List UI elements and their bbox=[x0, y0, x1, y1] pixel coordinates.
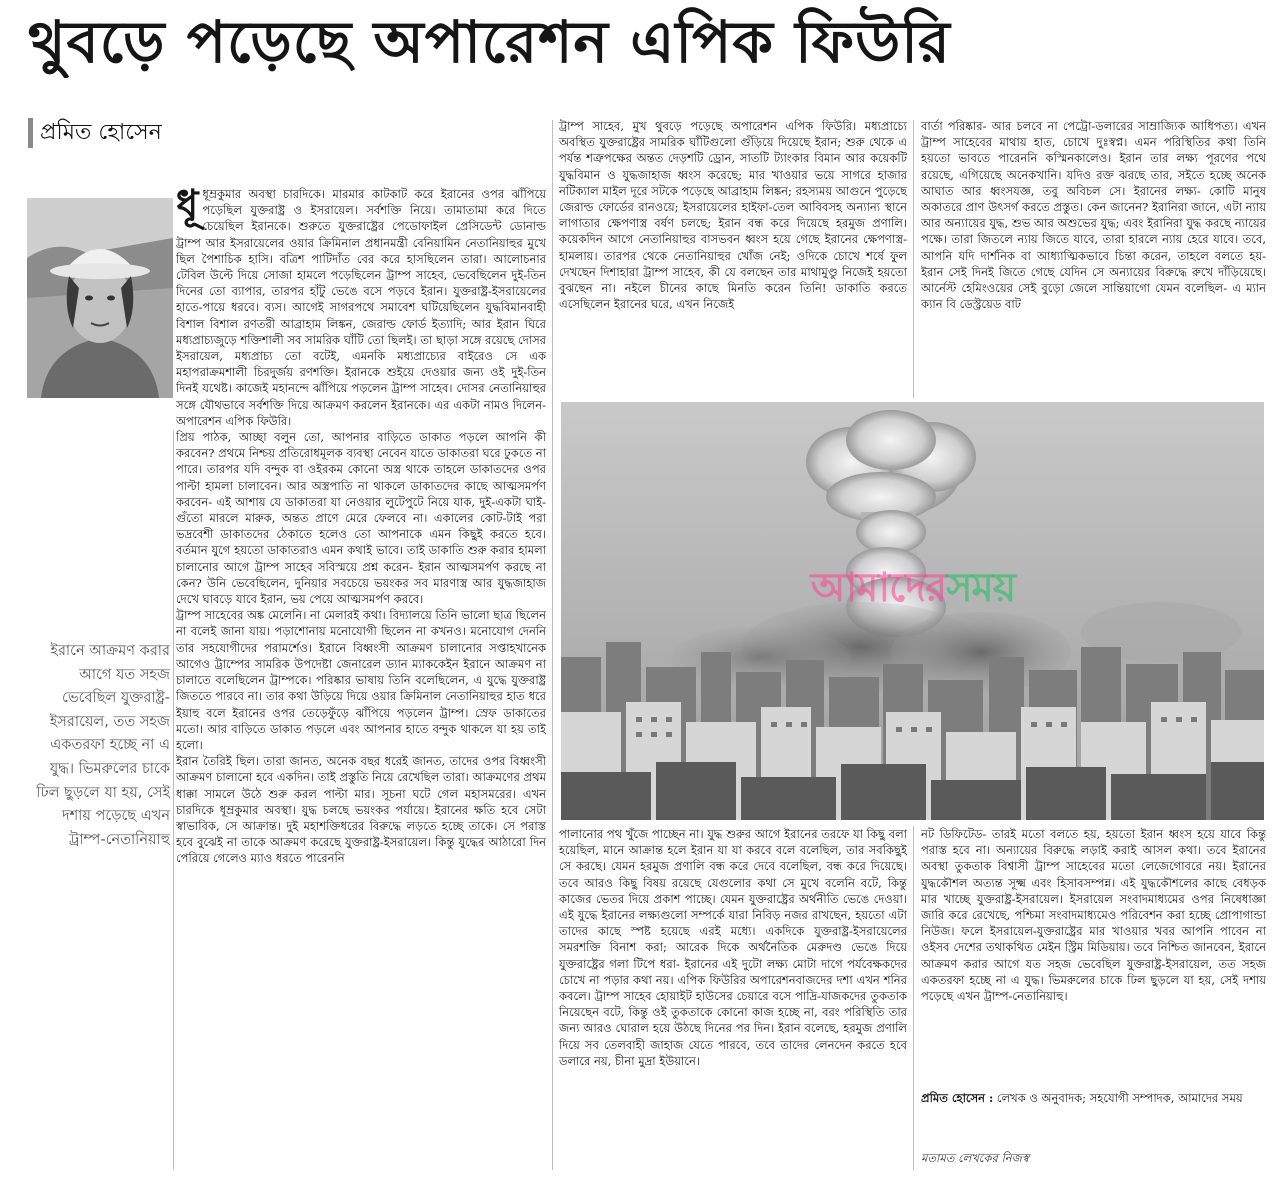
column-3-top: বার্তা পরিষ্কার- আর চলবে না পেট্রো-ডলারের সাম্রাজ্যিক আধিপত্য। এখন ট্রাম্প সাহেবের মাথায় হাত, চোখে দুঃস্বপ্ন। এমন পরিস্থিতির কথা তিনি হয়তো ভাবতে পারেননি কস্মিনকালেও। ইরান তার লক্ষ্য পূরণের পথে রয়েছে, এগিয়েছে অনেকখানি। যদিও রক্ত ঝরছে তার, সইতে হচ্ছে অনেক আঘাত আর ধ্বংসযজ্ঞ, তবু অবিচল সে। ইরানের লক্ষ্য- কোটি মানুষ অকাতরে প্রাণ উৎসর্গ করতে প্রস্তুত। কেন জানেন? ইরানিরা জানে, এটা ন্যায় আর অন্যায়ের যুদ্ধ, শুভ আর অশুভের যুদ্ধ; এবং ইরানিরা যুদ্ধ করছে ন্যায়ের পক্ষে। তারা জিতলে ন্যায় জিতে যাবে, তারা হারলে ন্যায় হেরে যাবে। তবে, আপনি যদি দার্শনিক বা আধ্যাত্মিকভাবে চিন্তা করেন, তাহলে বলতে হয়- ইরান সেই দিনই জিতে গেছে যেদিন সে অন্যায়ের বিরুদ্ধে রুখে দাঁড়িয়েছে। আর্নেস্ট হেমিংওয়ের সেই বুড়ো জেলে সান্তিয়াগো যেমন বলেছিল- এ ম্যান ক্যান বি ডেস্ট্রয়েড বাট bbox=[921, 119, 1266, 312]
byline: প্রমিত হোসেন bbox=[40, 120, 162, 145]
author-note-name: প্রমিত হোসেন : bbox=[921, 1091, 994, 1105]
watermark-part-1: আমাদের bbox=[810, 565, 947, 611]
column-1-paragraph-3: ট্রাম্প সাহেবের অঙ্ক মেলেনি। না মেলারই কথা। বিদ্যালয়ে তিনি ভালো ছাত্র ছিলেন না বলেই জানা যায়। পড়াশোনায় মনোযোগী ছিলেন না কখনও। মনোযোগ দেননি তার সহযোগীদের পরামর্শেও। ইরানে বিধ্বংসী আক্রমণ চালানোর সপ্তাহখানেক আগেও ট্রাম্পের সামরিক উপদেষ্টা জেনারেল ড্যান ম্যাককেইন ইরানে আক্রমণ না চালাতে বলেছিলেন ট্রাম্পকে। পরিষ্কার ভাষায় তিনি বলেছিলেন, এ যুদ্ধে যুক্তরাষ্ট্র জিততে পারবে না। তার কথা উড়িয়ে দিয়ে ওয়ার ক্রিমিনাল নেতানিয়াহুর হাত ধরে ইয়াহু বলে ইরানের ওপর তেড়েফুঁড়ে ঝাঁপিয়ে পড়লেন ট্রাম্প। স্রেফ ডাকাতের মতো। আর বাড়িতে ডাকাত পড়লে এবং আপনার হাতে বন্দুক থাকলে যা হয় তাই হলো। bbox=[176, 608, 546, 752]
column-divider-1 bbox=[173, 430, 174, 1170]
headline: থুবড়ে পড়েছে অপারেশন এপিক ফিউরি bbox=[28, 8, 951, 76]
byline-bar bbox=[28, 118, 33, 148]
column-3-bottom: নট ডিফিটেড- তারই মতো বলতে হয়, হয়তো ইরান ধ্বংস হয়ে যাবে কিন্তু পরাস্ত হবে না। অন্যায়ের বিরুদ্ধে লড়াই করাই আসল কথা। তবে ইরানের অবস্থা তুকতাক বিশ্বাসী ট্রাম্প সাহেবের মতো লেজেগোবরে নয়। ইরানের যুদ্ধকৌশল অত্যন্ত সূক্ষ্ম এবং হিসাবসম্পন্ন। এই যুদ্ধকৌশলের কাছে বেধড়ক মার খাচ্ছে যুক্তরাষ্ট্র-ইসরায়েল। ইসরায়েল সংবাদমাধ্যমের ওপর নিষেধাজ্ঞা জারি করে রেখেছে, পশ্চিমা সংবাদমাধ্যমেও পরিবেশন করা হচ্ছে প্রোপাগান্ডা নিউজ। ফলে ইসরায়েল-যুক্তরাষ্ট্রের মার খাওয়ার খবর আপনি পাবেন না ওইসব দেশের তথাকথিত মেইন স্ট্রিম মিডিয়ায়। তবে নিশ্চিত জানবেন, ইরানে আক্রমণ করার আগে যত সহজ ভেবেছিল যুক্তরাষ্ট্র-ইসরায়েল, তত সহজ একতরফা হচ্ছে না এ যুদ্ধ। ভিমরুলের চাকে ঢিল ছুড়লে যা হয়, সেই দশায় পড়েছে এখন ট্রাম্প-নেতানিয়াহু। bbox=[921, 827, 1266, 1004]
author-note bbox=[921, 1090, 1266, 1132]
column-2-bottom: পালানোর পথ খুঁজে পাচ্ছেন না। যুদ্ধ শুরুর আগে ইরানের তরফে যা কিছু বলা হয়েছিল, মানে আক্রান্ত হলে ইরান যা যা করবে বলে বলেছিল, তার সবকিছুই সে করছে। যেমন হরমুজ প্রণালি বন্ধ করে দেবে বলেছিল, বন্ধ করে দিয়েছে। তবে আরও কিছু বিষয় রয়েছে যেগুলোর কথা সে মুখে বলেনি বটে, কিন্তু কাজের ভেতর দিয়ে প্রকাশ পাচ্ছে। যেমন যুক্তরাষ্ট্রের অর্থনীতি ভেঙে দেওয়া। এই যুদ্ধে ইরানের লক্ষ্যগুলো সম্পর্কে যারা নিবিড় নজর রাখছেন, হয়তো এটা তাদের কাছে স্পষ্ট হয়েছে এরই মধ্যে। একদিকে যুক্তরাষ্ট্র-ইসরায়েলের সমরশক্তি বিনাশ করা; আরেক দিকে অর্থনৈতিক মেরুদণ্ড ভেঙে দিয়ে যুক্তরাষ্ট্রের গলা টিপে ধরা- ইরানের এই দুটো লক্ষ্য মোটা দাগে পর্যবেক্ষকদের চোখে না পড়ার কথা নয়। এপিক ফিউরির অপারেশনবাজদের দশা এখন শনির কবলে। ট্রাম্প সাহেব হোয়াইট হাউসের চেয়ারে বসে পাদ্রি-যাজকদের তুকতাক নিয়েছেন বটে, কিন্তু ওই তুকতাকে কোনো কাজ হচ্ছে না, বরং পরিস্থিতি তার জন্য আরও ঘোরাল হয়ে উঠছে দিনের পর দিন। ইরান বলেছে, হরমুজ প্রণালি দিয়ে সব তেলবাহী জাহাজ যেতে পারবে, তবে তাদের লেনদেন করতে হবে ডলারে নয়, চীনা মুদ্রা ইউয়ানে। bbox=[559, 827, 907, 1068]
column-divider-3 bbox=[913, 120, 914, 398]
watermark bbox=[573, 556, 1253, 623]
column-1-paragraph-1: ধূম্রকুমার অবস্থা চারদিকে। মারমার কাটকাট করে ইরানের ওপর ঝাঁপিয়ে পড়েছিল যুক্তরাষ্ট্র ও ইসরায়েল। সর্বশক্তি নিয়ে। তামাতামা করে দিতে চেয়েছিল ইরানকে। শুরুতে যুক্তরাষ্ট্রের পেডোফাইল প্রেসিডেন্ট ডোনাল্ড ট্রাম্প আর ইসরায়েলের ওয়ার ক্রিমিনাল প্রধানমন্ত্রী বেনিয়ামিন নেতানিয়াহুর মুখে ছিল পৈশাচিক হাসি। বত্রিশ পাটিদাঁত বের করে হাসছিলেন তারা। আলোচনার টেবিল উল্টে দিয়ে সোজা হামলে পড়েছিলেন ট্রাম্প সাহেব, ভেবেছিলেন দুই-তিন দিনের তো ব্যাপার, তারপর হাঁটু ভেঙে বসে পড়বে ইরান। যুক্তরাষ্ট্র-ইসরায়েলের হাতে-পায়ে ধরবে। ব্যস। আগেই সাগরপথে সমাবেশ ঘটিয়েছিলেন যুদ্ধবিমানবাহী বিশাল বিশাল রণতরী আব্রাহাম লিঙ্কন, জেরাল্ড ফোর্ড ইত্যাদি; আর ইরান ঘিরে মধ্যপ্রাচ্যজুড়ে শক্তিশালী সব সামরিক ঘাঁটি তো ছিলই। তা ছাড়া সঙ্গে রয়েছে দোসর ইসরায়েল, মধ্যপ্রাচ্য তো বটেই, এমনকি মধ্যপ্রাচ্যের বাইরেও সে এক মহাপরাক্রমশালী চিরদুর্জয় রণশক্তি। ইরানকে শুইয়ে দেওয়ার জন্য ওই দুই-তিন দিনই যথেষ্ট। কাজেই মহানন্দে ঝাঁপিয়ে পড়লেন ট্রাম্প সাহেব। দোসর নেতানিয়াহুর সঙ্গে যৌথভাবে সর্বশক্তি দিয়ে আক্রমণ করলেন ইরানকে। এর একটা নামও দিলেন- অপারেশন এপিক ফিউরি। bbox=[176, 187, 546, 428]
column-1-paragraph-2: প্রিয় পাঠক, আচ্ছা বলুন তো, আপনার বাড়িতে ডাকাত পড়লে আপনি কী করবেন? প্রথমে নিশ্চয় প্রতিরোধমূলক ব্যবস্থা নেবেন যাতে ডাকাতরা ঘরে ঢুকতে না পারে। তারপর যদি বন্দুক বা ওইরকম কোনো অস্ত্র থাকে তাহলে ডাকাতদের ওপর পাল্টা হামলা চালাবেন। আর অস্ত্রপাতি না থাকলে ডাকাতদের কাছে আত্মসমর্পণ করবেন- এই আশায় যে ডাকাতরা যা নেওয়ার লুটেপুটে নিয়ে যাক, দুই-একটা ঘাই-গুঁতো মারলে মারুক, অন্তত প্রাণে মেরে ফেলবে না। একালের কোট-টাই পরা ভদ্রবেশী ডাকাতদের ঠেকাতে হলেও তো আপনাকে এমন কিছুই করতে হবে। বর্তমান যুগে হয়তো ডাকাতরাও এমন কথাই ভাবে। তাই ডাকাতি শুরু করার হামলা চালানোর আগে ট্রাম্প সাহেব সবিস্ময়ে প্রশ্ন করেন- ইরান আত্মসমর্পণ করছে না কেন? উনি ভেবেছিলেন, দুনিয়ার সবচেয়ে ভয়ংকর সব মারণাস্ত্র আর যুদ্ধজাহাজ দেখে ঘাবড়ে যাবে ইরান, ভয় পেয়ে আত্মসমর্পণ করবে। bbox=[176, 430, 546, 607]
disclaimer: মতামত লেখকের নিজস্ব bbox=[921, 1151, 1029, 1165]
column-1-paragraph-4: ইরান তৈরিই ছিল। তারা জানত, অনেক বছর ধরেই জানত, তাদের ওপর বিধ্বংসী আক্রমণ চালানো হবে একদিন। তাই প্রস্তুতি নিয়ে রেখেছিল তারা। আক্রমণের প্রথম ধাক্কা সামলে উঠে শুরু করল পাল্টা মার। সূচনা ঘটে গেল মহাসমরের। এখন চারদিকে ধূম্রকুমার অবস্থা। যুদ্ধ চলছে ভয়ংকর পর্যায়ে। ইরানের ক্ষতি হবে সেটা স্বাভাবিক, সে আক্রান্ত। দুই মহাশক্তিধরের বিরুদ্ধে লড়তে হচ্ছে তাকে। সে পরাস্ত হবে বুঝেই না তাকে আক্রমণ করেছে যুক্তরাষ্ট্র-ইসরায়েল। কিন্তু যুদ্ধের আঠারো দিন পেরিয়ে গেলেও ম্যাও ধরতে পারেননি bbox=[176, 754, 546, 866]
pull-quote: ইরানে আক্রমণ করার আগে যত সহজ ভেবেছিল যুক্তরাষ্ট্র-ইসরায়েল, তত সহজ একতরফা হচ্ছে না এ যুদ্ধ। ভিমরুলের চাকে ঢিল ছুড়লে যা হয়, সেই দশায় পড়েছে এখন ট্রাম্প-নেতানিয়াহু bbox=[36, 643, 170, 848]
dropcap: ধূ bbox=[176, 186, 199, 228]
column-2-top: ট্রাম্প সাহেব, মুখ থুবড়ে পড়েছে অপারেশন এপিক ফিউরি। মধ্যপ্রাচ্যে অবস্থিত যুক্তরাষ্ট্রের সামরিক ঘাঁটিগুলো গুঁড়িয়ে দিয়েছে ইরান; শুরু থেকে এ পর্যন্ত শত্রুপক্ষের অন্তত দেড়শটি ড্রোন, সাতটি ট্যাংকার বিমান আর কয়েকটি যুদ্ধবিমান ও যুদ্ধজাহাজ ধ্বংস করেছে; মার খাওয়ার ভয়ে সাগরে হাজার নটিক্যাল মাইল দূরে সটকে পড়েছে আব্রাহাম লিঙ্কন; রহস্যময় আগুনে পুড়েছে জেরাল্ড ফোর্ডের রানওয়ে; ইসরায়েলের হাইফা-তেল আবিবসহ অন্যান্য স্থানে লাগাতার ক্ষেপণাস্ত্র বর্ষণ চলছে; ইরান বন্ধ করে দিয়েছে হরমুজ প্রণালি। কয়েকদিন আগে নেতানিয়াহুর বাসভবন ধ্বংস হয়ে গেছে ইরানের ক্ষেপণাস্ত্র-হামলায়। তারপর থেকে নেতানিয়াহুর খোঁজ নেই; ওদিকে চোখে শর্ষে ফুল দেখছেন দিশাহারা ট্রাম্প সাহেব, কী যে বলছেন তার মাথামুণ্ডু নিজেই হয়তো বুঝছেন না। নইলে চীনের কাছে মিনতি করেন তিনি! ডাকাতি করতে এসেছিলেন ইরানের ঘরে, এখন নিজেই bbox=[559, 119, 907, 312]
author-photo bbox=[27, 198, 173, 398]
author-note-desc: লেখক ও অনুবাদক; সহযোগী সম্পাদক, আমাদের সময় bbox=[996, 1091, 1243, 1105]
column-1 bbox=[176, 186, 546, 1170]
author-photo-image bbox=[27, 198, 173, 398]
column-divider-2 bbox=[552, 120, 553, 1170]
column-divider-4 bbox=[913, 826, 914, 1170]
watermark-part-2: সময় bbox=[946, 565, 1016, 611]
